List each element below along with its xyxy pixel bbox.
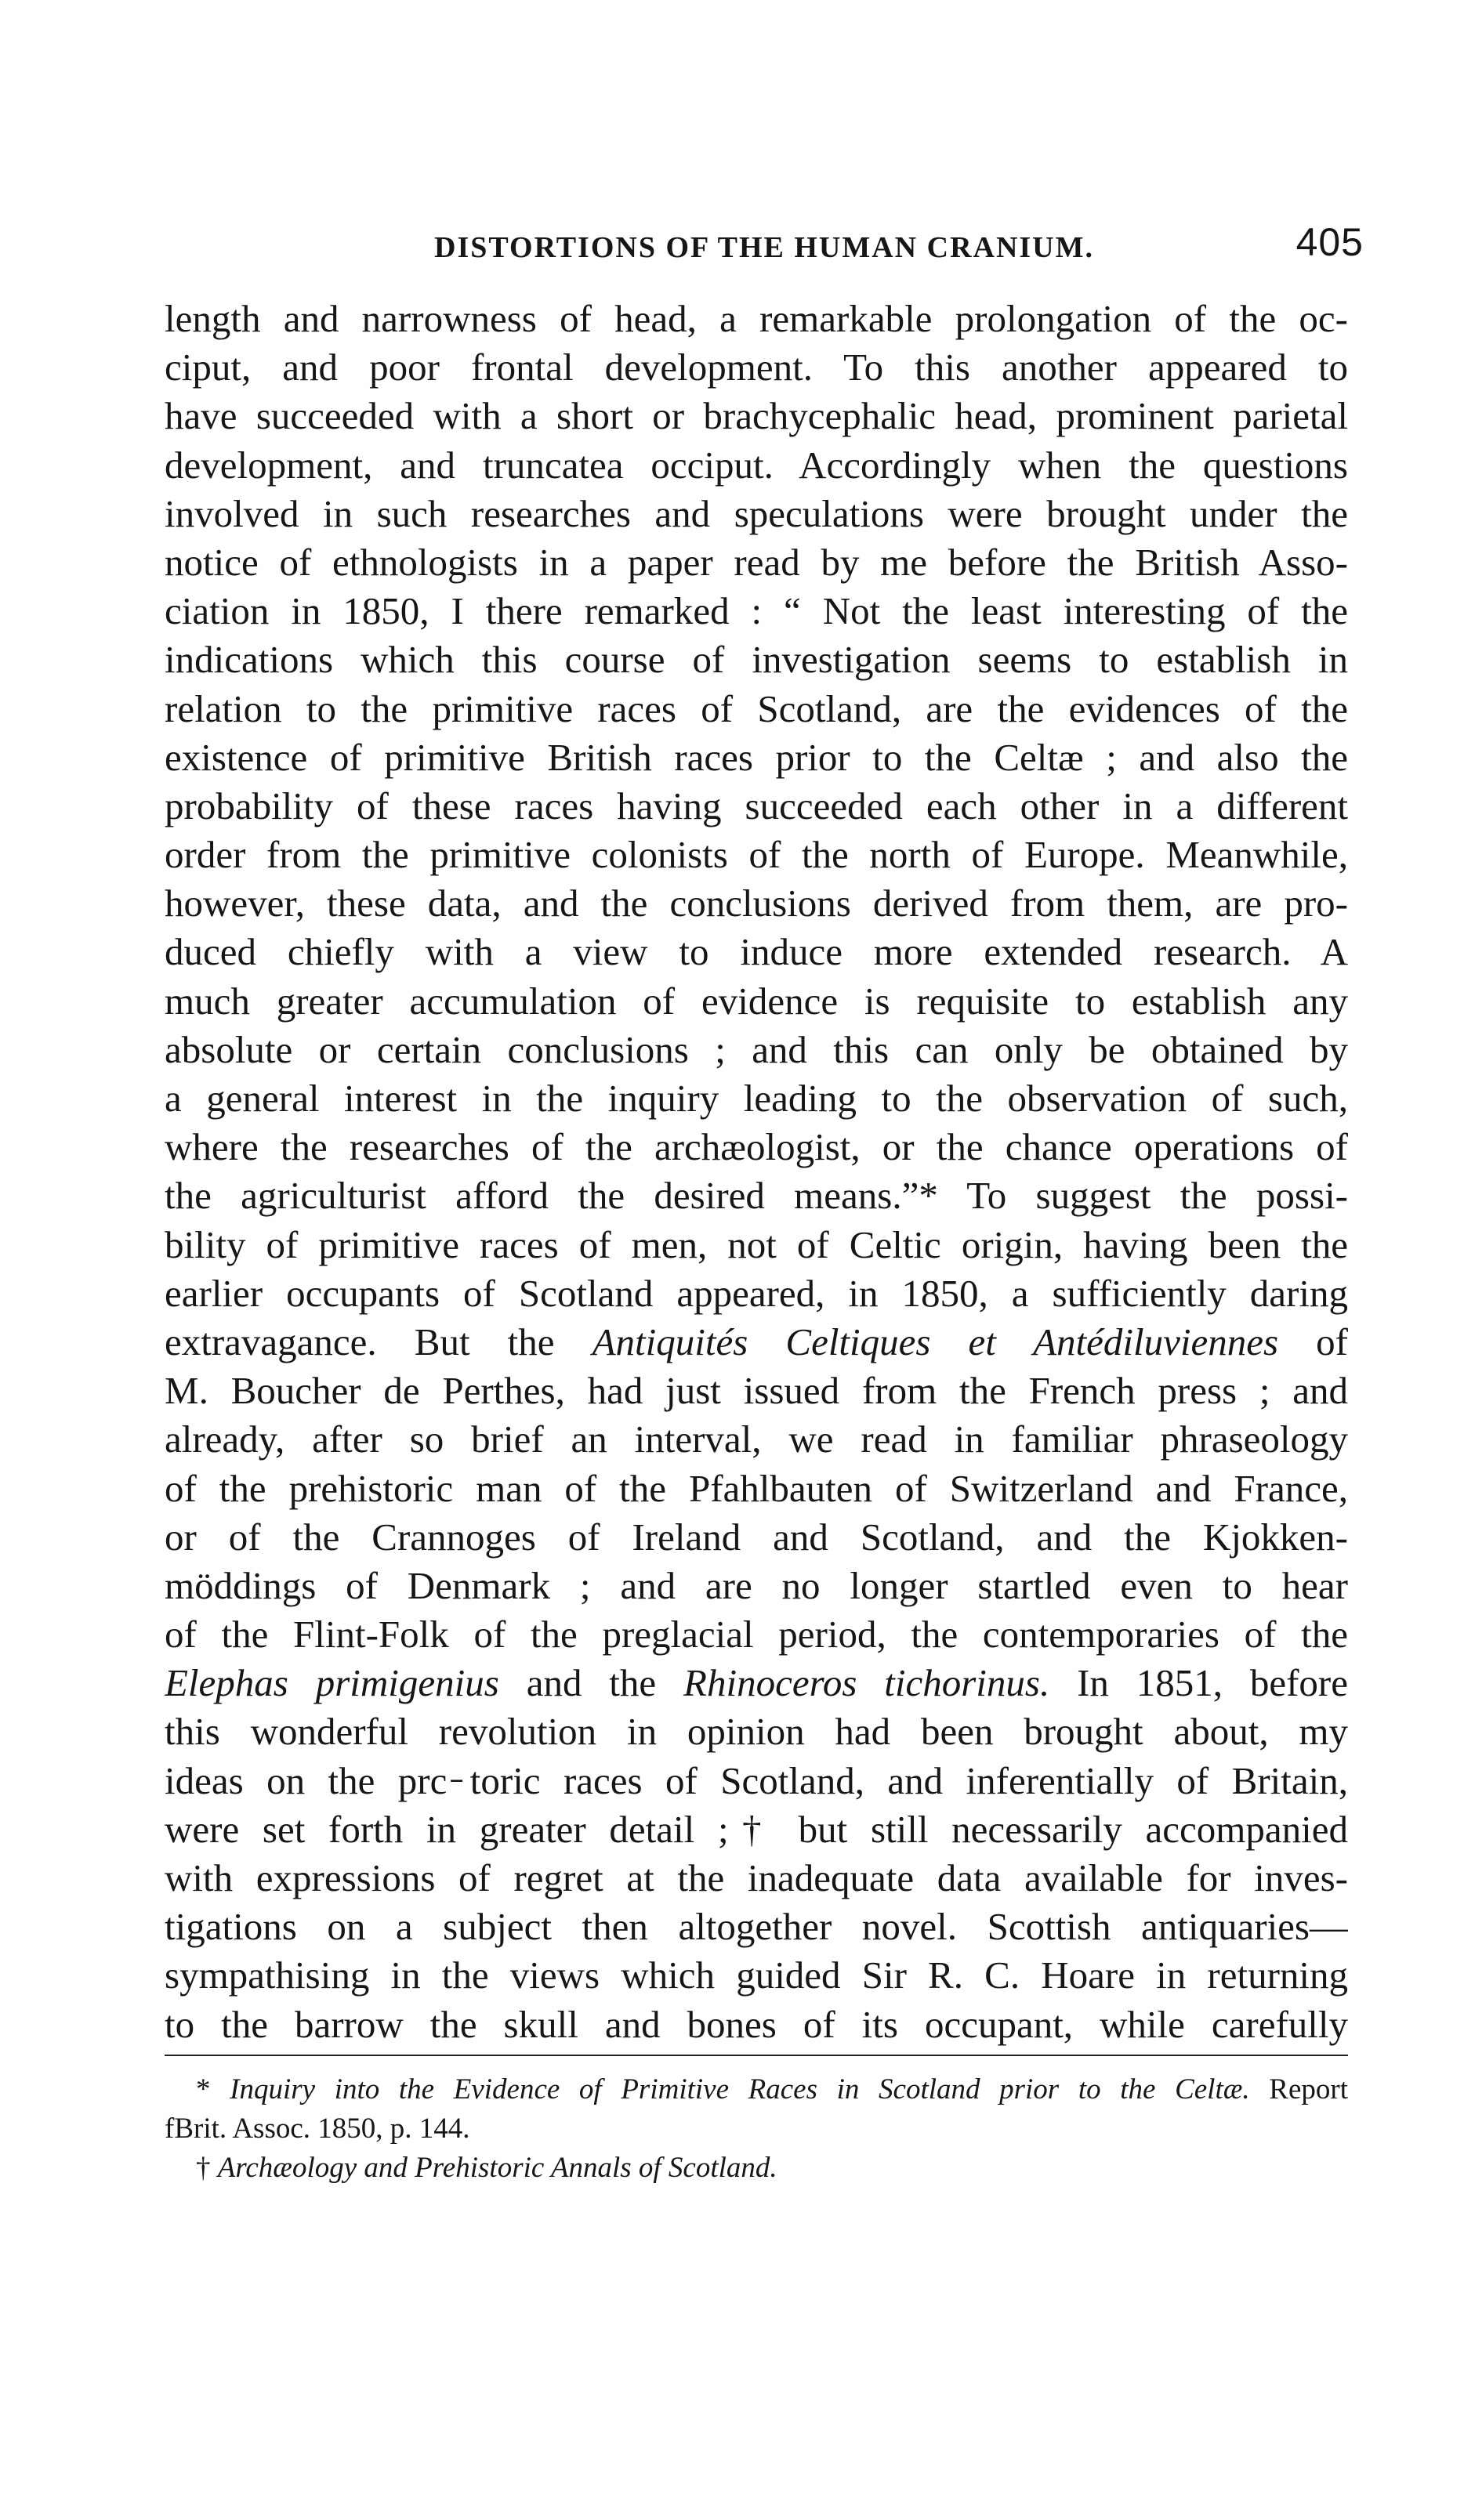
text-line: sympathising in the views which guided Sir R. C. Hoare in returning [165, 1953, 1348, 1997]
footnote-text: Report [1249, 2073, 1348, 2105]
footnote-1 [165, 2070, 1348, 2109]
text-run: and the [498, 1661, 684, 1705]
text-line: development, and truncatea occiput. Accordingly when the questions [165, 443, 1348, 487]
text-line: with expressions of regret at the inadequate data available for inves- [165, 1856, 1348, 1899]
text-line [165, 1318, 1348, 1367]
text-line: ciation in 1850, I there remarked : “ Not the least interesting of the [165, 589, 1348, 633]
text-line: were set forth in greater detail ;† but still necessarily accompanied [165, 1807, 1348, 1851]
text-line: or of the Crannoges of Ireland and Scotland, and the Kjokken- [165, 1515, 1348, 1559]
text-line: bility of primitive races of men, not of Celtic origin, having been the [165, 1222, 1348, 1266]
text-line: the agriculturist afford the desired means.”* To suggest the possi- [165, 1174, 1348, 1218]
text-line: already, after so brief an interval, we read in familiar phraseology [165, 1418, 1348, 1461]
footnotes [165, 2070, 1348, 2188]
text-line: have succeeded with a short or brachycephalic head, prominent parietal [165, 394, 1348, 438]
footnote-2 [165, 2149, 1348, 2188]
text-line: ciput, and poor frontal development. To this another appeared to [165, 346, 1348, 389]
text-line: this wonderful revolution in opinion had been brought about, my [165, 1710, 1348, 1754]
text-line: a general interest in the inquiry leading to the observation of such, [165, 1077, 1348, 1120]
footnote-1-continued: fBrit. Assoc. 1850, p. 144. [165, 2113, 470, 2145]
text-line [165, 1659, 1348, 1707]
footnote-marker: * [196, 2073, 230, 2105]
text-line: M. Boucher de Perthes, had just issued from the French press ; and [165, 1369, 1348, 1413]
text-line: much greater accumulation of evidence is requisite to establish any [165, 979, 1348, 1023]
text-line: of the Flint-Folk of the preglacial period, the contemporaries of the [165, 1613, 1348, 1656]
text-line: of the prehistoric man of the Pfahlbauten of Switzerland and France, [165, 1466, 1348, 1510]
footnote-rule [165, 2055, 1348, 2056]
text-line: existence of primitive British races prior to the Celtæ ; and also the [165, 735, 1348, 779]
running-head [165, 219, 1364, 274]
text-line: absolute or certain conclusions ; and this can only be obtained by [165, 1027, 1348, 1071]
text-line: ideas on the prc ̵toric races of Scotland, and inferentially of Britain, [165, 1758, 1348, 1802]
text-line: length and narrowness of head, a remarkable prolongation of the oc- [165, 297, 1348, 340]
text-line: möddings of Denmark ; and are no longer startled even to hear [165, 1563, 1348, 1607]
text-line: to the barrow the skull and bones of its occupant, while carefully [165, 2002, 1348, 2046]
species-name-italic: Elephas primigenius [165, 1661, 499, 1705]
text-run: of [1278, 1320, 1348, 1363]
text-line: involved in such researches and speculations were brought under the [165, 491, 1348, 535]
body-text [165, 295, 1348, 2049]
footnote-title-italic: Archæology and Prehistoric Annals of Scotland. [217, 2152, 777, 2184]
text-run: extravagance. But the [165, 1320, 592, 1363]
text-line: relation to the primitive races of Scotland, are the evidences of the [165, 686, 1348, 730]
text-line: indications which this course of investigation seems to establish in [165, 638, 1348, 682]
text-line: notice of ethnologists in a paper read by me before the British Asso- [165, 540, 1348, 584]
text-line: however, these data, and the conclusions derived from them, are pro- [165, 882, 1348, 925]
footnote-marker: † [196, 2152, 218, 2184]
page-number: 405 [1295, 220, 1364, 264]
footnote-title-italic: Inquiry into the Evidence of Primitive Races in Scotland prior to the Celtæ. [230, 2073, 1250, 2105]
text-line: earlier occupants of Scotland appeared, in 1850, a sufficiently daring [165, 1271, 1348, 1315]
text-line: where the researches of the archæologist, or the chance operations of [165, 1125, 1348, 1169]
species-name-italic: Rhinoceros tichorinus. [683, 1661, 1050, 1705]
text-line: probability of these races having succeeded each other in a different [165, 784, 1348, 827]
text-line: duced chiefly with a view to induce more extended research. A [165, 930, 1348, 974]
running-title: DISTORTIONS OF THE HUMAN CRANIUM. [434, 231, 1094, 264]
text-line: order from the primitive colonists of the north of Europe. Meanwhile, [165, 833, 1348, 877]
book-title-italic: Antiquités Celtiques et Antédiluviennes [592, 1320, 1279, 1363]
text-line: tigations on a subject then altogether novel. Scottish antiquaries— [165, 1905, 1348, 1949]
text-run: In 1851, before [1049, 1661, 1348, 1705]
